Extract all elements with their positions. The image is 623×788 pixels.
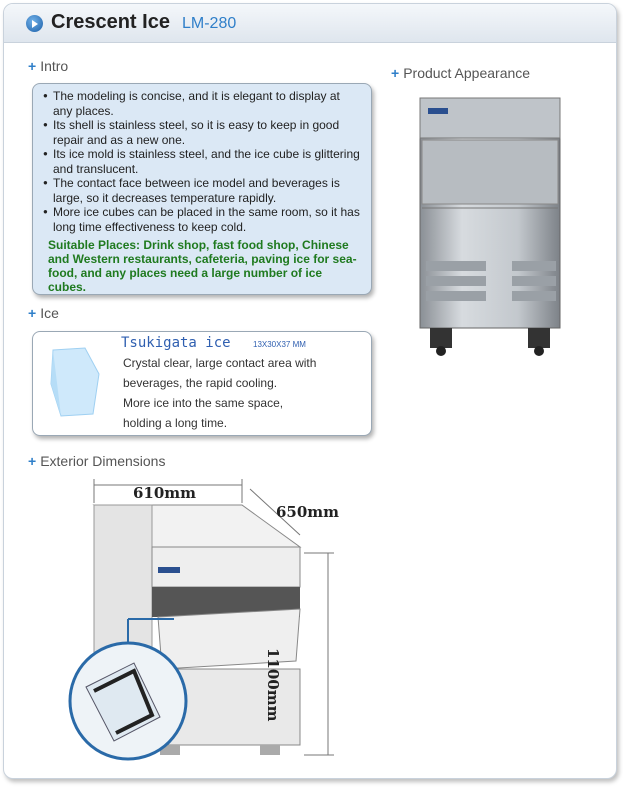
dim-depth: 650mm bbox=[276, 503, 340, 521]
section-product bbox=[391, 65, 530, 81]
ice-desc-line: beverages, the rapid cooling. bbox=[123, 376, 278, 390]
section-ice-label: Ice bbox=[40, 305, 59, 321]
section-product-label: Product Appearance bbox=[403, 65, 531, 81]
ice-description bbox=[123, 353, 316, 433]
section-dimensions-label: Exterior Dimensions bbox=[40, 453, 166, 469]
plus-icon: + bbox=[391, 65, 400, 81]
ice-desc-line: More ice into the same space, bbox=[123, 396, 284, 410]
page-frame bbox=[3, 3, 617, 779]
ice-box bbox=[32, 331, 372, 436]
model-number: LM-280 bbox=[182, 15, 237, 32]
intro-box bbox=[32, 83, 372, 295]
section-intro bbox=[28, 58, 68, 74]
page-title: Crescent Ice bbox=[51, 11, 170, 33]
intro-bullet: ● The modeling is concise, and it is elegant to display at any places. bbox=[47, 89, 361, 118]
intro-bullet: ● Its shell is stainless steel, so it is easy to keep in good repair and as a new one. bbox=[47, 118, 361, 147]
ice-desc-line: Crystal clear, large contact area with bbox=[123, 356, 317, 370]
plus-icon: + bbox=[28, 453, 37, 469]
section-dimensions bbox=[28, 453, 165, 469]
section-intro-label: Intro bbox=[40, 58, 69, 74]
intro-bullet: ● Its ice mold is stainless steel, and the ice cube is glittering and translucent. bbox=[47, 147, 361, 176]
intro-bullet: ● The contact face between ice model and beverages is large, so it decreases temperature rapidly. bbox=[47, 176, 361, 205]
ice-machine-photo bbox=[418, 96, 568, 358]
dim-height: 1100mm bbox=[264, 648, 282, 722]
arrow-circle-icon bbox=[26, 15, 43, 32]
section-ice bbox=[28, 305, 59, 321]
ice-name: Tsukigata ice bbox=[121, 335, 231, 351]
plus-icon: + bbox=[28, 58, 37, 74]
header-bar bbox=[4, 4, 616, 43]
intro-list bbox=[33, 84, 371, 234]
ice-cube-icon bbox=[47, 344, 103, 420]
dim-width: 610mm bbox=[133, 484, 197, 502]
suitable-places: Suitable Places: Drink shop, fast food shop, Chinese and Western restaurants, cafeteria, paving ice for sea-food, and any places need a large number of ice cubes. bbox=[48, 238, 357, 294]
ice-desc-line: holding a long time. bbox=[123, 416, 228, 430]
intro-bullet: ● More ice cubes can be placed in the same room, so it has long time effectiveness to keep cold. bbox=[47, 205, 361, 234]
plus-icon: + bbox=[28, 305, 37, 321]
ice-size: 13X30X37 MM bbox=[253, 340, 306, 349]
